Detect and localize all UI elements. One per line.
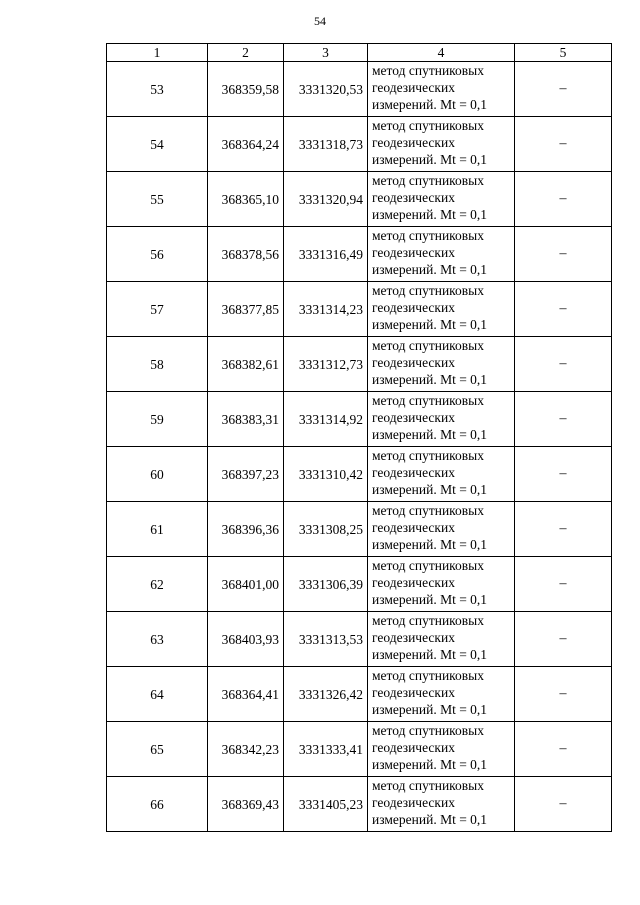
note-cell: – [515, 447, 612, 502]
y-coordinate-cell: 3331312,73 [284, 337, 368, 392]
coordinates-table [106, 43, 612, 832]
header-row [107, 44, 612, 62]
x-coordinate-cell: 368364,24 [208, 117, 284, 172]
method-text-line: измерений. Mt = 0,1 [372, 482, 488, 497]
method-text-line: метод спутниковых [372, 668, 484, 683]
point-number-cell: 59 [107, 392, 208, 447]
method-text-line: измерений. Mt = 0,1 [372, 372, 488, 387]
note-cell: – [515, 172, 612, 227]
method-text-line: измерений. Mt = 0,1 [372, 812, 488, 827]
method-cell [368, 722, 515, 777]
x-coordinate-cell: 368369,43 [208, 777, 284, 832]
method-text-line: измерений. Mt = 0,1 [372, 537, 488, 552]
point-number-cell: 54 [107, 117, 208, 172]
method-text-line: геодезических [372, 795, 455, 810]
table-row [107, 282, 612, 337]
table-row [107, 777, 612, 832]
y-coordinate-cell: 3331308,25 [284, 502, 368, 557]
note-cell: – [515, 667, 612, 722]
table-header [107, 44, 612, 62]
column-header-1: 1 [107, 44, 208, 62]
table-body [107, 62, 612, 832]
method-text-line: метод спутниковых [372, 448, 484, 463]
column-header-4: 4 [368, 44, 515, 62]
method-cell [368, 612, 515, 667]
method-cell [368, 117, 515, 172]
method-text-line: метод спутниковых [372, 503, 484, 518]
method-text-line: метод спутниковых [372, 338, 484, 353]
point-number-cell: 65 [107, 722, 208, 777]
table-row [107, 557, 612, 612]
method-cell [368, 337, 515, 392]
point-number-cell: 57 [107, 282, 208, 337]
method-text-line: измерений. Mt = 0,1 [372, 207, 488, 222]
method-text-line: метод спутниковых [372, 63, 484, 78]
y-coordinate-cell: 3331333,41 [284, 722, 368, 777]
method-text-line: измерений. Mt = 0,1 [372, 427, 488, 442]
table-row [107, 722, 612, 777]
y-coordinate-cell: 3331313,53 [284, 612, 368, 667]
table-row [107, 667, 612, 722]
point-number-cell: 56 [107, 227, 208, 282]
column-header-3: 3 [284, 44, 368, 62]
point-number-cell: 64 [107, 667, 208, 722]
note-cell: – [515, 722, 612, 777]
method-cell [368, 777, 515, 832]
method-text-line: измерений. Mt = 0,1 [372, 702, 488, 717]
method-text-line: геодезических [372, 80, 455, 95]
method-text-line: измерений. Mt = 0,1 [372, 262, 488, 277]
y-coordinate-cell: 3331320,94 [284, 172, 368, 227]
method-cell [368, 447, 515, 502]
y-coordinate-cell: 3331314,23 [284, 282, 368, 337]
y-coordinate-cell: 3331318,73 [284, 117, 368, 172]
point-number-cell: 61 [107, 502, 208, 557]
note-cell: – [515, 392, 612, 447]
x-coordinate-cell: 368397,23 [208, 447, 284, 502]
y-coordinate-cell: 3331314,92 [284, 392, 368, 447]
note-cell: – [515, 557, 612, 612]
y-coordinate-cell: 3331306,39 [284, 557, 368, 612]
table-row [107, 227, 612, 282]
y-coordinate-cell: 3331326,42 [284, 667, 368, 722]
method-text-line: измерений. Mt = 0,1 [372, 97, 488, 112]
method-text-line: измерений. Mt = 0,1 [372, 647, 488, 662]
note-cell: – [515, 62, 612, 117]
x-coordinate-cell: 368378,56 [208, 227, 284, 282]
method-text-line: геодезических [372, 135, 455, 150]
x-coordinate-cell: 368365,10 [208, 172, 284, 227]
method-text-line: геодезических [372, 300, 455, 315]
note-cell: – [515, 777, 612, 832]
method-text-line: геодезических [372, 685, 455, 700]
table-row [107, 172, 612, 227]
method-text-line: метод спутниковых [372, 393, 484, 408]
note-cell: – [515, 282, 612, 337]
table-row [107, 117, 612, 172]
point-number-cell: 53 [107, 62, 208, 117]
point-number-cell: 55 [107, 172, 208, 227]
method-text-line: геодезических [372, 355, 455, 370]
x-coordinate-cell: 368383,31 [208, 392, 284, 447]
method-cell [368, 392, 515, 447]
x-coordinate-cell: 368364,41 [208, 667, 284, 722]
point-number-cell: 58 [107, 337, 208, 392]
method-text-line: метод спутниковых [372, 118, 484, 133]
x-coordinate-cell: 368396,36 [208, 502, 284, 557]
table-row [107, 337, 612, 392]
method-text-line: геодезических [372, 575, 455, 590]
method-text-line: геодезических [372, 190, 455, 205]
note-cell: – [515, 227, 612, 282]
method-cell [368, 227, 515, 282]
note-cell: – [515, 337, 612, 392]
method-cell [368, 62, 515, 117]
point-number-cell: 66 [107, 777, 208, 832]
page-number: 54 [314, 14, 326, 28]
x-coordinate-cell: 368382,61 [208, 337, 284, 392]
method-text-line: метод спутниковых [372, 723, 484, 738]
x-coordinate-cell: 368359,58 [208, 62, 284, 117]
note-cell: – [515, 117, 612, 172]
method-cell [368, 172, 515, 227]
table-row [107, 392, 612, 447]
table-row [107, 447, 612, 502]
table-row [107, 502, 612, 557]
method-text-line: метод спутниковых [372, 613, 484, 628]
column-header-2: 2 [208, 44, 284, 62]
y-coordinate-cell: 3331320,53 [284, 62, 368, 117]
method-text-line: геодезических [372, 630, 455, 645]
point-number-cell: 60 [107, 447, 208, 502]
method-text-line: метод спутниковых [372, 778, 484, 793]
x-coordinate-cell: 368401,00 [208, 557, 284, 612]
x-coordinate-cell: 368342,23 [208, 722, 284, 777]
point-number-cell: 62 [107, 557, 208, 612]
x-coordinate-cell: 368377,85 [208, 282, 284, 337]
method-text-line: измерений. Mt = 0,1 [372, 757, 488, 772]
table-row [107, 62, 612, 117]
method-text-line: метод спутниковых [372, 558, 484, 573]
method-text-line: метод спутниковых [372, 283, 484, 298]
y-coordinate-cell: 3331310,42 [284, 447, 368, 502]
x-coordinate-cell: 368403,93 [208, 612, 284, 667]
table-row [107, 612, 612, 667]
y-coordinate-cell: 3331405,23 [284, 777, 368, 832]
method-text-line: геодезических [372, 520, 455, 535]
point-number-cell: 63 [107, 612, 208, 667]
method-text-line: геодезических [372, 245, 455, 260]
method-cell [368, 557, 515, 612]
method-text-line: измерений. Mt = 0,1 [372, 592, 488, 607]
column-header-5: 5 [515, 44, 612, 62]
y-coordinate-cell: 3331316,49 [284, 227, 368, 282]
method-cell [368, 667, 515, 722]
method-cell [368, 502, 515, 557]
method-text-line: геодезических [372, 410, 455, 425]
method-text-line: метод спутниковых [372, 228, 484, 243]
method-text-line: геодезических [372, 740, 455, 755]
note-cell: – [515, 612, 612, 667]
method-text-line: измерений. Mt = 0,1 [372, 152, 488, 167]
method-text-line: измерений. Mt = 0,1 [372, 317, 488, 332]
method-text-line: метод спутниковых [372, 173, 484, 188]
note-cell: – [515, 502, 612, 557]
method-text-line: геодезических [372, 465, 455, 480]
method-cell [368, 282, 515, 337]
